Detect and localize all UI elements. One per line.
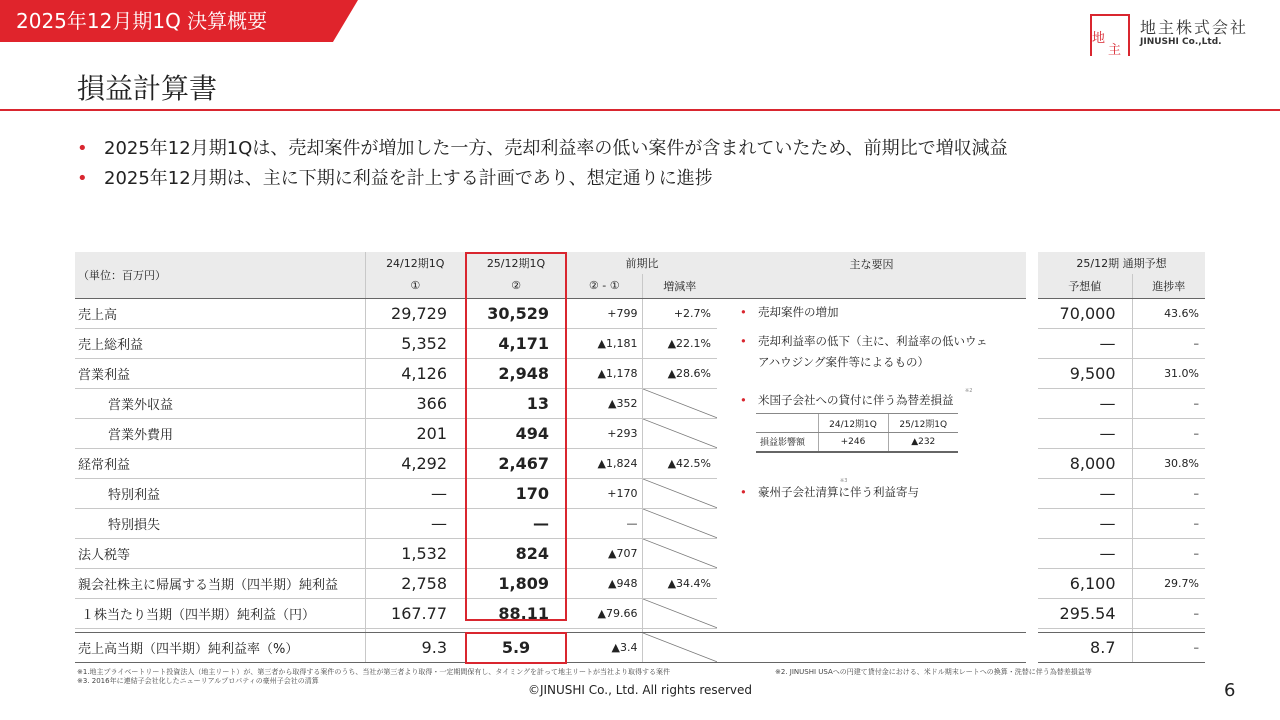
table-row [75, 358, 1205, 388]
row-label: 売上総利益 [75, 328, 365, 358]
cell-progress: – [1132, 598, 1205, 628]
cell-diff: ▲1,181 [567, 328, 642, 358]
sub-forecast-header: 予想値 [1032, 274, 1132, 298]
cell-forecast: 70,000 [1032, 298, 1132, 328]
sub-rate-header: 増減率 [642, 274, 717, 298]
unit-label: （単位：百万円） [75, 252, 365, 298]
cell-diff: ▲352 [567, 388, 642, 418]
row-label: １株当たり当期（四半期）純利益（円） [75, 598, 365, 628]
cell-prev: 201 [365, 418, 465, 448]
sub-curr-header: ② [465, 274, 567, 298]
cell-prev: — [365, 478, 465, 508]
factor-empty [717, 632, 1032, 662]
income-statement-table [75, 252, 1205, 663]
cell-progress: 43.6% [1132, 298, 1205, 328]
row-label: 営業利益 [75, 358, 365, 388]
cell-progress: – [1132, 388, 1205, 418]
cell-forecast: 8.7 [1032, 632, 1132, 662]
logo-kanji-1: 地 [1092, 31, 1106, 46]
footnote: ※3. 2016年に連結子会社化したニューリアルプロパティの豪州子会社の清算 [77, 677, 319, 685]
cell-rate-empty [642, 388, 717, 418]
cell-curr: 88.11 [465, 598, 567, 628]
table-row [75, 508, 1205, 538]
page-title: 損益計算書 [77, 72, 218, 105]
col-factor-header: 主な要因 [717, 252, 1032, 298]
cell-prev: 4,292 [365, 448, 465, 478]
cell-progress: – [1132, 478, 1205, 508]
summary-bullet-text: 2025年12月期は、主に下期に利益を計上する計画であり、想定通りに進捗 [104, 168, 713, 189]
cell-curr: 494 [465, 418, 567, 448]
cell-rate-empty [642, 598, 717, 628]
logo-subtitle: JINUSHI Co.,Ltd. [1140, 37, 1222, 47]
cell-curr: 170 [465, 478, 567, 508]
table-row [75, 538, 1205, 568]
cell-rate: ▲22.1% [642, 328, 717, 358]
table-row [75, 298, 1205, 328]
cell-progress: 30.8% [1132, 448, 1205, 478]
table-header-row [75, 252, 1205, 274]
cell-rate: ▲34.4% [642, 568, 717, 598]
cell-prev: 4,126 [365, 358, 465, 388]
cell-forecast: 6,100 [1032, 568, 1132, 598]
fx-col2: 25/12期1Q [888, 414, 958, 433]
cell-forecast: — [1032, 388, 1132, 418]
fx-corner [756, 414, 818, 433]
page-number: 6 [1224, 680, 1236, 701]
cell-diff: ▲1,824 [567, 448, 642, 478]
bullet-icon: • [77, 138, 88, 159]
cell-curr: 30,529 [465, 298, 567, 328]
fx-header-row [756, 414, 958, 433]
cell-rate-empty [642, 418, 717, 448]
factor-item [740, 302, 839, 323]
footnote-ref: ※3 [840, 478, 848, 484]
current-margin-highlight [465, 632, 567, 664]
row-label: 売上高当期（四半期）純利益率（%） [75, 632, 365, 662]
cell-progress: 29.7% [1132, 568, 1205, 598]
cell-forecast: — [1032, 538, 1132, 568]
row-label: 営業外費用 [75, 418, 365, 448]
cell-curr: 824 [465, 538, 567, 568]
row-label: 経常利益 [75, 448, 365, 478]
col-curr-header: 25/12期1Q [465, 252, 567, 274]
factor-item [740, 390, 954, 411]
table-row [75, 388, 1205, 418]
bullet-icon: • [77, 168, 88, 189]
cell-progress: – [1132, 508, 1205, 538]
factor-text: 米国子会社への貸付に伴う為替差損益 [758, 393, 954, 407]
cell-rate-empty [642, 538, 717, 568]
row-label: 特別損失 [75, 508, 365, 538]
cell-forecast: 9,500 [1032, 358, 1132, 388]
factor-item [740, 482, 919, 503]
table-row [75, 418, 1205, 448]
cell-diff: +170 [567, 478, 642, 508]
cell-curr: — [465, 508, 567, 538]
cell-diff: +293 [567, 418, 642, 448]
cell-progress: – [1132, 538, 1205, 568]
copyright: ©JINUSHI Co., Ltd. All rights reserved [527, 683, 753, 697]
company-logo [1090, 14, 1262, 58]
row-label: 法人税等 [75, 538, 365, 568]
logo-kanji-2: 主 [1108, 43, 1122, 58]
cell-rate: ▲42.5% [642, 448, 717, 478]
col-prev-header: 24/12期1Q [365, 252, 465, 274]
cell-curr: 4,171 [465, 328, 567, 358]
footnote-ref: ※2 [965, 388, 973, 394]
summary-bullet [77, 134, 1008, 164]
sub-prev-header: ① [365, 274, 465, 298]
col-forecast-header: 25/12期 通期予想 [1032, 252, 1205, 274]
title-divider [0, 109, 1280, 111]
cell-diff: ▲3.4 [567, 632, 642, 662]
current-period-highlight [465, 252, 567, 621]
row-label: 特別利益 [75, 478, 365, 508]
cell-forecast: — [1032, 508, 1132, 538]
fx-impact-table [756, 413, 958, 453]
table-row [75, 328, 1205, 358]
cell-rate: ▲28.6% [642, 358, 717, 388]
col-yoy-header: 前期比 [567, 252, 717, 274]
cell-forecast: — [1032, 328, 1132, 358]
cell-prev: 9.3 [365, 632, 465, 662]
cell-diff: ▲79.66 [567, 598, 642, 628]
section-tag-label: 2025年12月期1Q 決算概要 [16, 9, 268, 33]
sub-progress-header: 進捗率 [1132, 274, 1205, 298]
fx-col1: 24/12期1Q [818, 414, 888, 433]
cell-curr: 2,948 [465, 358, 567, 388]
cell-progress: – [1132, 418, 1205, 448]
factor-text: 売却案件の増加 [758, 305, 839, 319]
cell-curr: 5.9 [465, 632, 567, 662]
fx-data-row [756, 433, 958, 452]
cell-forecast: 8,000 [1032, 448, 1132, 478]
cell-forecast: — [1032, 418, 1132, 448]
footnote: ※1.地主プライベートリート投資法人（地主リート）が、第三者から取得する案件のうち、当社が第三者より取得・一定期間保有し、タイミングを計って地主リートが当社より取得する案件 [77, 668, 671, 676]
cell-prev: 29,729 [365, 298, 465, 328]
factor-text: 豪州子会社清算に伴う利益寄与 [758, 485, 919, 499]
table-row [75, 598, 1205, 628]
summary-bullet-text: 2025年12月期1Qは、売却案件が増加した一方、売却利益率の低い案件が含まれていたため、前期比で増収減益 [104, 138, 1008, 159]
factor-text-cont: アハウジング案件等によるもの） [758, 355, 930, 369]
bullet-icon: • [740, 393, 747, 407]
summary-bullet [77, 164, 1008, 194]
cell-rate-empty [642, 508, 717, 538]
cell-diff: ▲948 [567, 568, 642, 598]
cell-prev: 366 [365, 388, 465, 418]
table-row [75, 478, 1205, 508]
factor-item [740, 331, 988, 373]
fx-val1: +246 [818, 433, 888, 452]
summary-bullets [77, 134, 1008, 194]
cell-diff: ▲1,178 [567, 358, 642, 388]
row-label: 親会社株主に帰属する当期（四半期）純利益 [75, 568, 365, 598]
sub-diff-header: ② - ① [567, 274, 642, 298]
fx-row-label: 損益影響額 [756, 433, 818, 452]
cell-prev: — [365, 508, 465, 538]
cell-progress: 31.0% [1132, 358, 1205, 388]
cell-diff: ▲707 [567, 538, 642, 568]
logo-name: 地主株式会社 [1140, 18, 1249, 37]
cell-curr: 1,809 [465, 568, 567, 598]
cell-prev: 2,758 [365, 568, 465, 598]
bullet-icon: • [740, 485, 747, 499]
cell-prev: 1,532 [365, 538, 465, 568]
bullet-icon: • [740, 334, 747, 348]
margin-row [75, 632, 1205, 662]
cell-progress: – [1132, 328, 1205, 358]
cell-curr: 2,467 [465, 448, 567, 478]
cell-prev: 5,352 [365, 328, 465, 358]
cell-progress: – [1132, 632, 1205, 662]
table-row [75, 568, 1205, 598]
factor-text: 売却利益率の低下（主に、利益率の低いウェ [758, 334, 988, 348]
row-label: 営業外収益 [75, 388, 365, 418]
cell-forecast: 295.54 [1032, 598, 1132, 628]
row-label: 売上高 [75, 298, 365, 328]
cell-curr: 13 [465, 388, 567, 418]
bullet-icon: • [740, 305, 747, 319]
cell-rate-empty [642, 478, 717, 508]
cell-rate-empty [642, 632, 717, 662]
cell-prev: 167.77 [365, 598, 465, 628]
cell-forecast: — [1032, 478, 1132, 508]
cell-diff: — [567, 508, 642, 538]
table-row [75, 448, 1205, 478]
fx-val2: ▲232 [888, 433, 958, 452]
cell-rate: +2.7% [642, 298, 717, 328]
footnote: ※2. JINUSHI USAへの円建て貸付金における、米ドル期末レートへの換算・洗替に伴う為替差損益等 [775, 668, 1092, 676]
cell-diff: +799 [567, 298, 642, 328]
